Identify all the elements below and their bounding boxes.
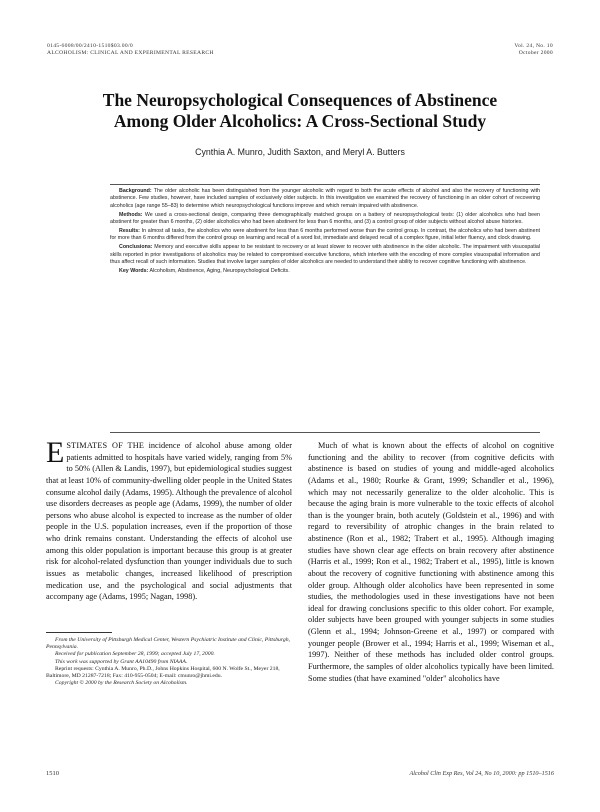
abstract-background [110,188,540,210]
footnote-reprints: Reprint requests: Cynthia A. Munro, Ph.D., Johns Hopkins Hospital, 600 N. Wolfe St., Meyer 218, Baltimore, MD 21287-7218; Fax: 410-955-0504; E-mail: cmunro@jhmi.edu. [46,665,280,680]
intro-paragraph-2: Much of what is known about the effects of alcohol on cognitive functioning and the ability to recover (from cognitive deficits with abstinence is based on studies of young and middle-aged alcoholics (Adams et al., 1980; Rourke & Grant, 1999; Schandler et al., 1996), which may not necessarily generalize to the older alcoholic. This is because the aging brain is more vulnerable to the toxic effects of alcohol than is the younger brain, both acutely (Goldstein et al., 1996) and with regard to reversibility of atrophic changes in the brain related to abstinence (Ron et al., 1982; Trabert et al., 1995). Although imaging studies have shown clear age effects on brain recovery after abstinence (Harris et al., 1999; Ron et al., 1982; Trabert et al., 1995), little is known about the recovery of cognitive functioning with abstinence among this older group. Although older alcoholics have been represented in some studies, the methodologies used in these investigations have not been ideal for drawing conclusions specific to this older cohort. For example, older subjects have been grouped with younger subjects in some studies (Glenn et al., 1994; Johnson-Greene et al., 1997) or compared with younger people (Brower et al., 1994; Harris et al., 1999; Wiseman et al., 1997). Neither of these methods has included older control groups. Furthermore, the samples of older alcoholics typically have been limited. Some studies (that have examined "older" alcoholics have [308,441,554,683]
results-text: In almost all tasks, the alcoholics who were abstinent for less than 6 months performed worse than the control group. In contrast, the alcoholics who had been abstinent for more than 6 months differed from the control group on learning and recall of a word list, immediate and delayed recall of a complex figure, initial letter fluency, and clock drawing. [110,227,540,242]
drop-cap: E [46,436,65,469]
background-label: Background: [119,188,152,194]
results-label: Results: [119,227,140,234]
abstract [110,188,540,277]
journal-header-left [47,43,214,57]
title-line-2: Among Older Alcoholics: A Cross-Sectional Study [113,111,487,131]
footnote-received: Received for publication September 28, 1999; accepted July 17, 2000. [55,651,215,658]
header-date: October 2000 [518,50,553,56]
footer-citation: Alcohol Clin Exp Res, Vol 24, No 10, 2000: pp 1510–1516 [409,770,554,777]
header-volume: Vol. 24, No. 10 [514,43,553,49]
author-list: Cynthia A. Munro, Judith Saxton, and Meryl A. Butters [195,147,405,157]
footnote-support: This work was supported by Grant AA10490 from NIAAA. [55,658,188,665]
footnote-affiliation: From the University of Pittsburgh Medical Center, Western Psychiatric Institute and Clinic, Pittsburgh, Pennsylvania. [46,637,290,651]
keywords-text: Alcoholism, Abstinence, Aging, Neuropsychological Deficits. [148,267,290,274]
journal-header-right [514,43,553,57]
body-column-right [308,440,554,684]
footnote-copyright: Copyright © 2000 by the Research Society on Alcoholism. [55,680,188,687]
lead-small-caps: STIMATES OF THE [66,441,145,450]
header-journal-name: ALCOHOLISM: CLINICAL AND EXPERIMENTAL RESEARCH [47,50,214,56]
abstract-methods [110,212,540,227]
methods-text: We used a cross-sectional design, comparing three demographically matched groups on a battery of neuropsychological tests: (1) older alcoholics who had been abstinent for greater than 6 months, (2) older alcoholics who had been abstinent for less than 6 months, and (3) a control group of older subjects without alcohol abuse histories. [110,211,540,225]
abstract-conclusions [110,244,540,266]
header-issn: 0145-6008/00/2410-1510$03.00/0 [47,43,133,49]
intro-paragraph-1 [46,436,293,603]
page-number: 1510 [46,770,59,777]
abstract-bottom-rule [110,432,540,433]
abstract-results [110,228,540,243]
methods-label: Methods: [119,211,143,218]
footnote-rule [46,632,112,633]
footnote [46,637,292,687]
title-line-1: The Neuropsychological Consequences of Abstinence [102,90,498,110]
intro-text-left: incidence of alcohol abuse among older patients admitted to hospitals have varied widely, ranging from 5% to 50% (Allen & Landis, 1997), but epidemiological studies suggest that at least 10% of community-dwelling older people in the United States consume alcohol daily (Adams, 1995). Although the prevalence of alcohol use disorders decreases as people age (Adams, 1999), the number of older persons who abuse alcohol is expected to increase as the number of older people in the U.S. population increases, even if the proportion of those who drink remains constant. Understanding the effects of alcohol use among this older population is important because this group is at greater risk for alcohol-related dysfunction than younger individuals due to such issues as metabolic changes, increased likelihood of prescription medication use, and the psychological and social adjustments that accompany age (Adams, 1995; Nagan, 1998). [46,441,293,602]
body-column-left [46,436,293,603]
abstract-keywords [110,268,540,275]
conclusions-text: Memory and executive skills appear to be resistant to recovery or at least slower to recover with abstinence in the older alcoholic. The impairment with visuospatial skills reported in prior investigations of alcoholics may be related to compromised executive functions, which interfere with the encoding of more complex visuospatial information and thus affect recall of such information. Studies that involve larger samples of older alcoholics are needed to understand their ability to recover cognitive functioning with abstinence. [110,244,540,265]
abstract-top-rule [110,184,540,185]
background-text: The older alcoholic has been distinguished from the younger alcoholic with regard to both the acute effects of alcohol and also the recovery of functioning with abstinence. Few studies, however, have included samples of exclusively older subjects. In this investigation we examined the recovery of functioning in an older cohort of recovering alcoholics (age range 55–83) to determine which neuropsychological functions improve and which remain impaired with abstinence. [110,188,540,209]
keywords-label: Key Words: [119,267,149,274]
conclusions-label: Conclusions: [119,244,153,251]
article-title [40,90,560,132]
